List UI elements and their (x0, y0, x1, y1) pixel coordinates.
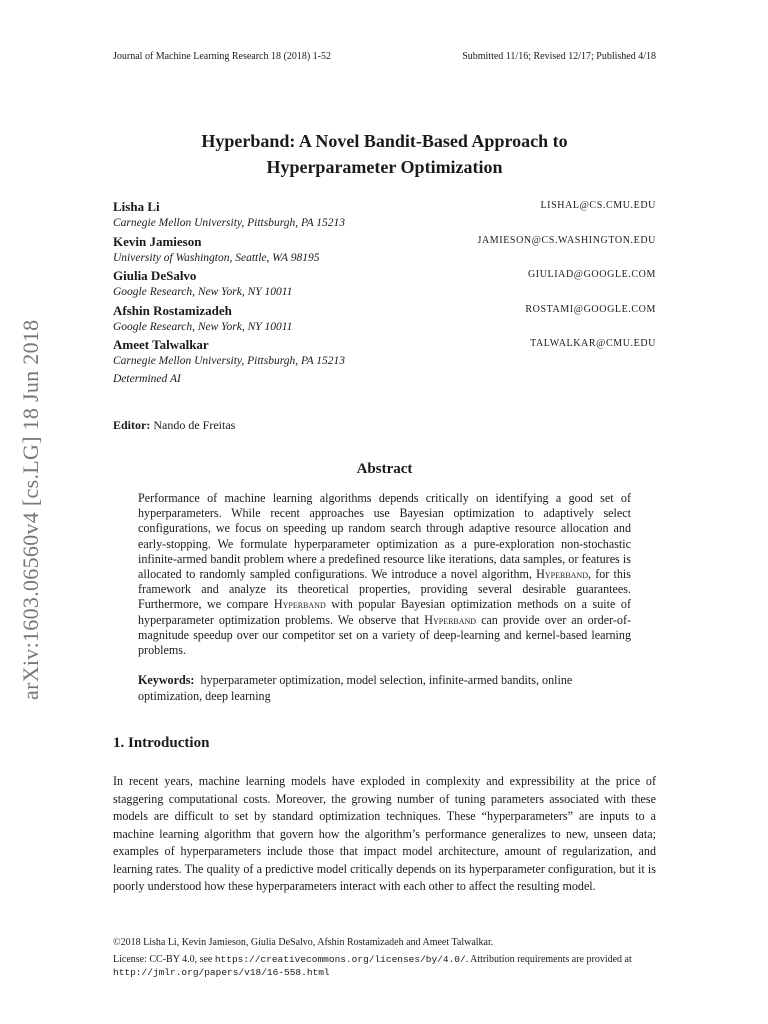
author-affiliation: University of Washington, Seattle, WA 98195 (113, 251, 320, 264)
author-block (113, 267, 656, 302)
paper-title (113, 128, 656, 180)
author-name: Giulia DeSalvo (113, 268, 197, 283)
author-name: Ameet Talwalkar (113, 337, 209, 352)
title-line-2: Hyperparameter Optimization (266, 157, 503, 177)
abstract-part-2: , for this framework and analyze its theoretical properties, providing several desirable guarantees. Furthermore, we compare (138, 567, 631, 612)
author-email[interactable]: ROSTAMI@GOOGLE.COM (525, 303, 656, 315)
author-block (113, 233, 656, 268)
author-affiliation: Carnegie Mellon University, Pittsburgh, PA 15213 (113, 217, 346, 229)
section-heading: 1. Introduction (113, 735, 210, 751)
author-affiliation: Carnegie Mellon University, Pittsburgh, PA 15213 (113, 355, 346, 367)
submission-info: Submitted 11/16; Revised 12/17; Published 4/18 (462, 51, 656, 62)
license-link[interactable]: https://creativecommons.org/licenses/by/4.0/ (214, 954, 466, 965)
license-prefix: License: CC-BY 4.0, see (113, 954, 215, 965)
footnote (113, 936, 656, 979)
author-block (113, 302, 656, 337)
author-email[interactable]: TALWALKAR@CMU.EDU (530, 338, 656, 349)
license-notice (113, 953, 656, 979)
keywords-text: hyperparameter optimization, model selection, infinite-armed bandits, online optimization, deep learning (138, 673, 573, 703)
author-name: Kevin Jamieson (113, 233, 202, 249)
abstract-text (138, 491, 631, 658)
keywords (138, 673, 631, 704)
algorithm-name: Hyperband (536, 567, 588, 582)
author-block (113, 198, 656, 233)
author-affiliation: Google Research, New York, NY 10011 (113, 286, 293, 298)
title-line-1: Hyperband: A Novel Bandit-Based Approach to (201, 131, 568, 151)
copyright-notice: ©2018 Lisha Li, Kevin Jamieson, Giulia DeSalvo, Afshin Rostamizadeh and Ameet Talwalkar. (113, 937, 494, 948)
attribution-link[interactable]: http://jmlr.org/papers/v18/16-558.html (113, 967, 330, 978)
author-name: Afshin Rostamizadeh (113, 302, 232, 318)
algorithm-name: Hyperband (424, 612, 477, 627)
author-email[interactable]: JAMIESON@CS.WASHINGTON.EDU (477, 234, 656, 246)
abstract-part-1: Performance of machine learning algorithms depends critically on identifying a good set of hyperparameters. While recent approaches use Bayesian optimization to adaptively select configurations, we focus on speeding up random search through adaptive resource allocation and early-stopping. We formulate hyperparameter optimization as a pure-exploration non-stochastic infinite-armed bandit problem where a predefined resource like iterations, data samples, or features is allocated to randomly sampled configurations. We introduce a novel algorithm, (138, 491, 631, 582)
arxiv-stamp: arXiv:1603.06560v4 [cs.LG] 18 Jun 2018 (18, 319, 43, 700)
section-body: In recent years, machine learning models have exploded in complexity and expressibility at the price of staggering computational costs. Moreover, the growing number of tuning parameters associated with these models are difficult to set by standard optimization techniques. These “hyperparameters” are inputs to a machine learning algorithm that govern how the algorithm’s performance generalizes to new, unseen data; examples of hyperparameters include those that impact model architecture, amount of regularization, and learning rates. The quality of a predictive model critically depends on its hyperparameter configuration, but it is poorly understood how these hyperparameters interact with each other to affect the resulting model. (113, 774, 656, 893)
editor-name: Nando de Freitas (153, 418, 236, 432)
author-affiliation-secondary: Determined AI (113, 372, 181, 385)
abstract-heading: Abstract (356, 461, 413, 477)
license-mid: . Attribution requirements are provided at (465, 954, 632, 965)
author-list (113, 198, 656, 388)
abstract-part-4: can provide over an order-of-magnitude speedup over our competitor set on a variety of deep-learning and kernel-based learning problems. (138, 612, 631, 658)
author-name: Lisha Li (113, 199, 160, 214)
editor-label: Editor: (113, 418, 151, 432)
author-block (113, 336, 656, 388)
author-email[interactable]: GIULIAD@GOOGLE.COM (527, 269, 656, 280)
algorithm-name: Hyperband (273, 597, 326, 612)
keywords-label: Keywords: (138, 673, 195, 687)
abstract-part-3: with popular Bayesian optimization methods on a suite of hyperparameter optimization problems. We observe that (138, 597, 631, 627)
journal-info: Journal of Machine Learning Research 18 (2018) 1-52 (113, 51, 331, 62)
author-affiliation: Google Research, New York, NY 10011 (113, 320, 293, 333)
editor-line (113, 418, 235, 433)
author-email[interactable]: LISHAL@CS.CMU.EDU (540, 200, 656, 211)
